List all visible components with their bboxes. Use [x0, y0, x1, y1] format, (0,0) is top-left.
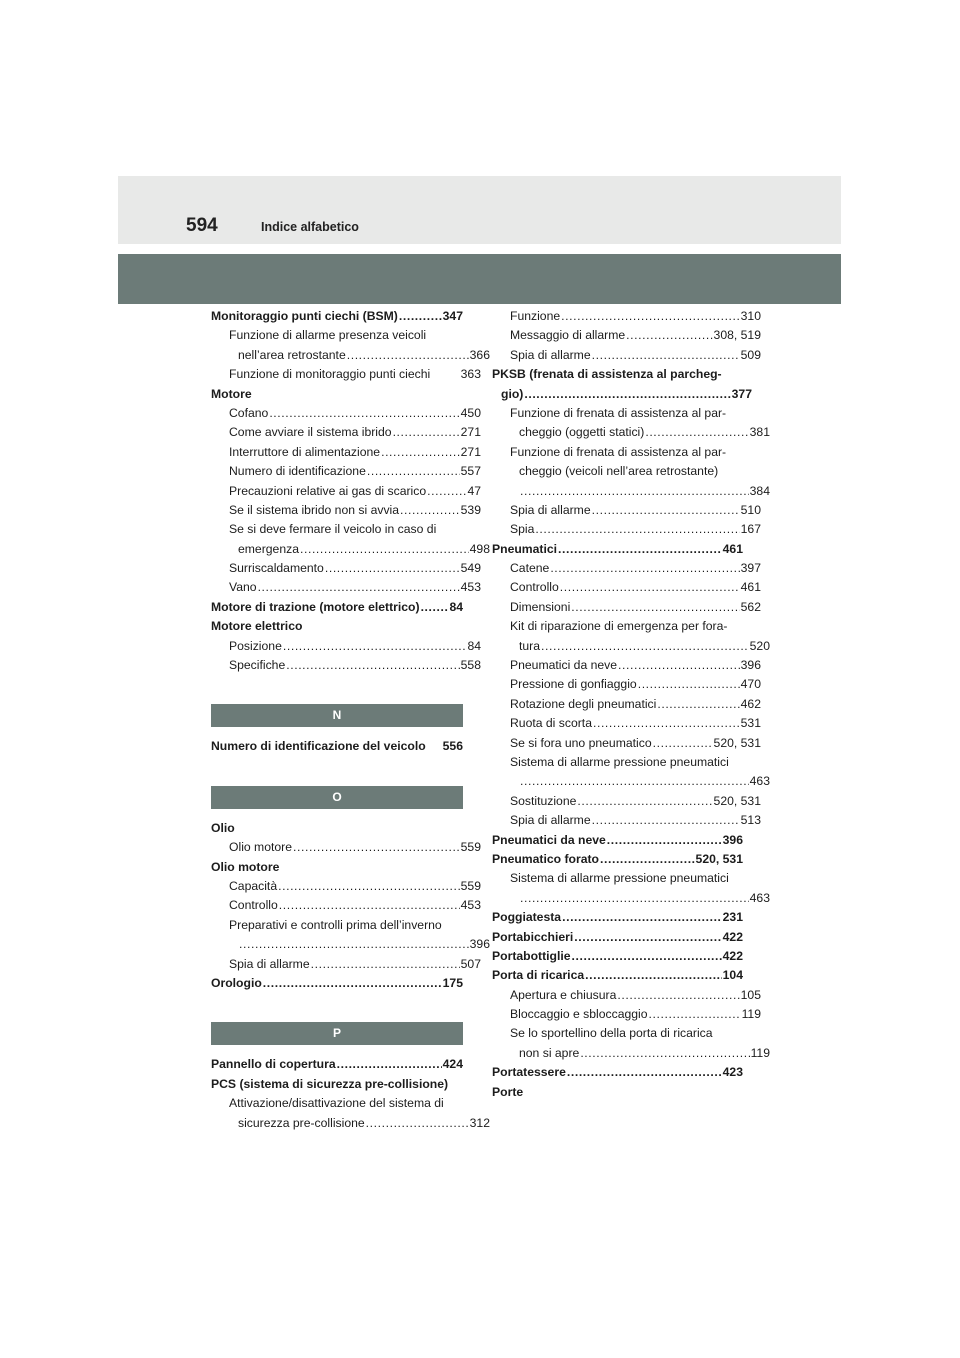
- leader-dots: [592, 346, 740, 365]
- index-entry-label: Funzione di frenata di assistenza al par-: [510, 444, 727, 459]
- index-entry-label: PCS (sistema di sicurezza pre-collisione): [211, 1076, 449, 1091]
- index-entry-page: 461: [722, 541, 743, 556]
- index-entry: [211, 404, 481, 423]
- index-entry-label: Bloccaggio e sbloccaggio: [510, 1007, 648, 1022]
- leader-dots: [300, 540, 469, 559]
- index-entry-label: sicurezza pre-collisione: [238, 1115, 365, 1130]
- index-entry-label: Se lo sportellino della porta di ricarica: [510, 1026, 713, 1041]
- index-entry-label: Pneumatici da neve: [510, 658, 618, 673]
- index-entry-page: 47: [467, 483, 481, 498]
- index-entry-page: 558: [460, 658, 481, 673]
- index-entry-label: Rotazione degli pneumatici: [510, 696, 657, 711]
- leader-dots: [571, 598, 739, 617]
- index-entry-label: Sistema di allarme pressione pneumatici: [510, 871, 729, 886]
- index-entry: [492, 695, 761, 714]
- index-entry: [492, 1083, 743, 1102]
- index-entry-label: cheggio (veicoli nell’area retrostante): [519, 464, 719, 479]
- section-spacer: [211, 993, 463, 1022]
- index-entry: [492, 365, 743, 384]
- index-entry-label: Portabottiglie: [492, 948, 571, 963]
- index-entry-label: Vano: [229, 580, 257, 595]
- index-entry-page: 462: [740, 696, 761, 711]
- index-entry: [492, 1063, 743, 1082]
- index-entry: [211, 617, 463, 636]
- index-entry-label: Porte: [492, 1084, 524, 1099]
- leader-dots: [293, 838, 460, 857]
- leader-dots: [593, 714, 740, 733]
- index-entry: [211, 346, 490, 365]
- index-entry-label: Dimensioni: [510, 599, 571, 614]
- leader-dots: [580, 1044, 749, 1063]
- index-entry: [211, 540, 490, 559]
- index-entry-label: Portatessere: [492, 1065, 566, 1080]
- index-entry-label: Spia di allarme: [510, 813, 591, 828]
- section-spacer: [211, 757, 463, 786]
- index-entry-label: cheggio (oggetti statici): [519, 425, 645, 440]
- leader-dots: [535, 520, 739, 539]
- index-entry: [492, 520, 761, 539]
- index-entry-label: Se il sistema ibrido non si avvia: [229, 502, 400, 517]
- index-entry-page: 450: [460, 405, 481, 420]
- index-entry-page: 520: [749, 638, 770, 653]
- leader-dots: [520, 889, 749, 908]
- index-entry-label: Numero di identificazione del veicolo: [211, 739, 426, 754]
- index-column-right: [492, 307, 770, 1102]
- index-entry: [492, 326, 761, 345]
- index-entry: [211, 462, 481, 481]
- leader-dots: [618, 656, 740, 675]
- leader-dots: [337, 1055, 442, 1074]
- index-entry-label: Capacità: [229, 878, 278, 893]
- leader-dots: [572, 947, 722, 966]
- index-entry-label: Motore: [211, 386, 252, 401]
- index-entry: [492, 869, 761, 888]
- leader-dots: [263, 974, 442, 993]
- leader-dots: [421, 598, 449, 617]
- index-entry: [492, 617, 761, 636]
- index-entry-page: 310: [740, 309, 761, 323]
- index-entry-page: 84: [467, 638, 481, 653]
- index-entry: [211, 482, 481, 501]
- index-entry-page: 498: [469, 541, 490, 556]
- index-entry-page: 396: [740, 658, 761, 673]
- index-entry-page: 175: [442, 975, 463, 990]
- index-entry-label: Funzione di monitoraggio punti ciechi: [229, 367, 431, 382]
- leader-dots: [657, 695, 739, 714]
- leader-dots: [567, 1063, 722, 1082]
- index-entry: [492, 831, 743, 850]
- index-entry-page: 562: [740, 599, 761, 614]
- index-entry: [211, 578, 481, 597]
- leader-dots: [269, 404, 459, 423]
- leader-dots: [399, 307, 442, 326]
- index-entry-label: Spia: [510, 522, 535, 537]
- index-entry: [211, 598, 463, 617]
- leader-dots: [561, 307, 740, 326]
- index-entry-page: 463: [749, 890, 770, 905]
- index-entry: [492, 423, 770, 442]
- index-column-left: [211, 307, 490, 1133]
- index-entry: [211, 365, 481, 384]
- leader-dots: [592, 501, 740, 520]
- index-entry: [211, 1094, 481, 1113]
- index-entry: [492, 462, 770, 481]
- index-entry-page: 559: [460, 840, 481, 855]
- index-entry-label: Funzione: [510, 309, 561, 323]
- index-entry-page: 424: [442, 1057, 463, 1072]
- index-entry: [211, 559, 481, 578]
- leader-dots: [653, 734, 713, 753]
- index-entry-page: 312: [469, 1115, 490, 1130]
- index-entry-page: 119: [750, 1045, 770, 1060]
- index-entry-label: Catene: [510, 561, 550, 576]
- index-entry-label: Porta di ricarica: [492, 968, 585, 983]
- index-entry-page: 366: [469, 347, 490, 362]
- index-entry: [492, 1024, 761, 1043]
- leader-dots: [279, 896, 460, 915]
- index-entry-page: 510: [740, 502, 761, 517]
- index-entry-page: 470: [740, 677, 761, 692]
- index-entry: [211, 819, 463, 838]
- index-entry: [211, 326, 481, 345]
- leader-dots: [427, 482, 466, 501]
- index-entry: [211, 737, 463, 756]
- index-entry-label: non si apre: [519, 1045, 580, 1060]
- index-entry-label: Come avviare il sistema ibrido: [229, 425, 392, 440]
- leader-dots: [283, 637, 467, 656]
- leader-dots: [347, 346, 469, 365]
- index-entry-label: Controllo: [510, 580, 559, 595]
- section-spacer: [211, 675, 463, 704]
- leader-dots: [638, 675, 740, 694]
- index-entry-page: 422: [722, 929, 743, 944]
- leader-dots: [258, 578, 460, 597]
- index-entry: [211, 637, 481, 656]
- index-entry-page: 539: [460, 502, 481, 517]
- leader-dots: [325, 559, 460, 578]
- index-entry: [492, 307, 761, 326]
- index-entry-label: Precauzioni relative ai gas di scarico: [229, 483, 427, 498]
- index-entry: [492, 734, 761, 753]
- leader-dots: [524, 385, 730, 404]
- leader-dots: [541, 637, 749, 656]
- index-entry: [492, 443, 761, 462]
- index-entry-label: Pannello di copertura: [211, 1057, 336, 1072]
- index-entry: [492, 385, 752, 404]
- index-entry: [211, 307, 463, 326]
- index-entry: [492, 656, 761, 675]
- leader-dots: [617, 986, 739, 1005]
- index-entry-label: Se si fora uno pneumatico: [510, 735, 652, 750]
- index-entry-page: 463: [749, 774, 770, 789]
- index-entry-page: 520, 531: [713, 735, 761, 750]
- leader-dots: [286, 656, 459, 675]
- index-entry-label: Controllo: [229, 898, 278, 913]
- leader-dots: [393, 423, 460, 442]
- index-entry: [492, 850, 743, 869]
- leader-dots: [558, 540, 722, 559]
- index-entry-label: Pneumatici da neve: [492, 832, 606, 847]
- index-entry: [211, 385, 463, 404]
- index-entry-page: 422: [722, 948, 743, 963]
- index-entry-page: 557: [460, 464, 481, 479]
- leader-dots: [311, 955, 460, 974]
- index-entry: [492, 540, 743, 559]
- index-entry-label: Interruttore di alimentazione: [229, 444, 381, 459]
- index-entry-page: 119: [741, 1007, 761, 1022]
- index-entry-label: gio): [501, 386, 524, 401]
- leader-dots: [600, 850, 695, 869]
- leader-dots: [366, 1114, 469, 1133]
- leader-dots: [278, 877, 460, 896]
- page-number: 594: [186, 215, 218, 236]
- index-entry-label: Sistema di allarme pressione pneumatici: [510, 754, 729, 769]
- index-entry: [492, 1005, 761, 1024]
- index-entry: [492, 792, 761, 811]
- index-entry: [492, 889, 770, 908]
- index-entry-page: 104: [722, 968, 743, 983]
- index-entry-page: 396: [469, 937, 490, 952]
- index-entry: [211, 443, 481, 462]
- index-entry-page: 271: [460, 425, 481, 440]
- leader-dots: [645, 423, 748, 442]
- leader-dots: [400, 501, 460, 520]
- index-entry: [211, 838, 481, 857]
- index-entry-page: 231: [722, 910, 743, 925]
- index-entry: [492, 928, 743, 947]
- index-entry: [492, 966, 743, 985]
- index-entry: [211, 955, 481, 974]
- index-entry-page: 520, 531: [713, 793, 761, 808]
- leader-dots: [577, 792, 712, 811]
- index-entry: [211, 858, 463, 877]
- index-entry-label: Pneumatico forato: [492, 851, 599, 866]
- header-band: [118, 176, 841, 244]
- index-entry-label: Surriscaldamento: [229, 561, 324, 576]
- index-entry: [211, 656, 481, 675]
- index-entry-page: 381: [749, 425, 770, 440]
- title-band: [118, 254, 841, 304]
- index-entry-label: Pneumatici: [492, 541, 558, 556]
- index-entry-label: Olio motore: [211, 859, 280, 874]
- index-entry-label: Funzione di frenata di assistenza al par-: [510, 405, 727, 420]
- leader-dots: [562, 908, 722, 927]
- index-entry-page: 377: [731, 386, 752, 401]
- index-entry-page: 531: [740, 716, 761, 731]
- leader-dots: [607, 831, 722, 850]
- index-entry: [211, 1055, 463, 1074]
- index-entry-label: Se si deve fermare il veicolo in caso di: [229, 522, 437, 537]
- index-entry-page: 423: [722, 1065, 743, 1080]
- index-entry: [492, 559, 761, 578]
- index-entry-label: Pressione di gonfiaggio: [510, 677, 637, 692]
- leader-dots: [550, 559, 739, 578]
- index-entry-label: Spia di allarme: [229, 956, 310, 971]
- leader-dots: [239, 935, 469, 954]
- index-entry-page: 347: [442, 309, 463, 323]
- index-entry-label: Ruota di scorta: [510, 716, 592, 731]
- index-entry-page: 507: [460, 956, 481, 971]
- index-entry-page: 384: [749, 483, 770, 498]
- index-entry-label: emergenza: [238, 541, 299, 556]
- index-entry-label: Portabicchieri: [492, 929, 574, 944]
- index-entry-label: Attivazione/disattivazione del sistema di: [229, 1096, 444, 1111]
- leader-dots: [574, 928, 721, 947]
- index-entry: [211, 1075, 463, 1094]
- index-entry: [492, 675, 761, 694]
- index-entry: [492, 1044, 770, 1063]
- leader-dots: [626, 326, 712, 345]
- index-entry-label: Apertura e chiusura: [510, 987, 617, 1002]
- index-entry-page: 513: [740, 813, 761, 828]
- index-entry-label: Posizione: [229, 638, 282, 653]
- leader-dots: [520, 772, 749, 791]
- index-entry-label: Funzione di allarme presenza veicoli: [229, 328, 427, 343]
- index-entry-page: 363: [460, 367, 481, 382]
- index-entry: [492, 714, 761, 733]
- index-entry-label: Motore di trazione (motore elettrico): [211, 599, 420, 614]
- index-entry: [492, 811, 761, 830]
- index-entry-label: Preparativi e controlli prima dell’inverno: [229, 917, 442, 932]
- index-entry: [492, 947, 743, 966]
- index-entry-label: Specifiche: [229, 658, 286, 673]
- letter-header: P: [211, 1022, 463, 1045]
- index-entry-label: Sostituzione: [510, 793, 577, 808]
- index-entry: [211, 916, 481, 935]
- leader-dots: [585, 966, 722, 985]
- index-entry: [492, 598, 761, 617]
- index-entry-page: 520, 531: [695, 851, 743, 866]
- index-entry: [211, 501, 481, 520]
- index-entry-label: Motore elettrico: [211, 619, 303, 634]
- index-entry-label: Orologio: [211, 975, 262, 990]
- index-entry-page: 549: [460, 561, 481, 576]
- index-entry-label: Numero di identificazione: [229, 464, 366, 479]
- index-entry-page: 453: [460, 580, 481, 595]
- index-entry-page: 271: [460, 444, 481, 459]
- index-entry: [211, 974, 463, 993]
- index-entry: [211, 877, 481, 896]
- letter-header: N: [211, 704, 463, 727]
- index-entry-page: 397: [740, 561, 761, 576]
- index-entry: [211, 423, 481, 442]
- index-entry: [492, 908, 743, 927]
- index-entry-page: 556: [442, 739, 463, 754]
- index-entry: [211, 896, 481, 915]
- leader-dots: [367, 462, 460, 481]
- leader-dots: [649, 1005, 741, 1024]
- section-title: Indice alfabetico: [261, 220, 359, 234]
- index-entry-label: Spia di allarme: [510, 347, 591, 362]
- index-entry-page: 461: [740, 580, 761, 595]
- leader-dots: [520, 482, 749, 501]
- index-entry-label: Messaggio di allarme: [510, 328, 626, 343]
- index-entry-label: Olio motore: [229, 840, 292, 855]
- index-entry-label: PKSB (frenata di assistenza al parcheg-: [492, 367, 722, 382]
- leader-dots: [560, 578, 740, 597]
- index-entry-page: 396: [722, 832, 743, 847]
- index-entry: [211, 1114, 490, 1133]
- index-entry-page: 453: [460, 898, 481, 913]
- index-entry: [492, 501, 761, 520]
- index-entry-label: Spia di allarme: [510, 502, 591, 517]
- index-entry-page: 559: [460, 878, 481, 893]
- index-entry-label: nell’area retrostante: [238, 347, 346, 362]
- index-entry: [492, 637, 770, 656]
- index-entry: [492, 986, 761, 1005]
- index-entry-label: Poggiatesta: [492, 910, 562, 925]
- index-entry-page: 105: [740, 987, 761, 1002]
- index-entry-label: Kit di riparazione di emergenza per fora-: [510, 619, 728, 634]
- index-entry: [492, 482, 770, 501]
- index-entry: [492, 346, 761, 365]
- index-entry-page: 308, 519: [713, 328, 761, 343]
- index-entry: [492, 772, 770, 791]
- index-entry: [211, 520, 481, 539]
- letter-header: O: [211, 786, 463, 809]
- index-entry: [211, 935, 490, 954]
- index-entry-page: 84: [449, 599, 463, 614]
- index-entry: [492, 578, 761, 597]
- index-entry: [492, 404, 761, 423]
- index-entry-label: Monitoraggio punti ciechi (BSM): [211, 309, 398, 323]
- leader-dots: [592, 811, 740, 830]
- index-entry-label: Olio: [211, 820, 235, 835]
- index-entry: [492, 753, 761, 772]
- leader-dots: [381, 443, 460, 462]
- index-entry-page: 509: [740, 347, 761, 362]
- index-entry-page: 167: [740, 522, 761, 537]
- index-entry-label: tura: [519, 638, 541, 653]
- index-entry-label: Cofano: [229, 405, 269, 420]
